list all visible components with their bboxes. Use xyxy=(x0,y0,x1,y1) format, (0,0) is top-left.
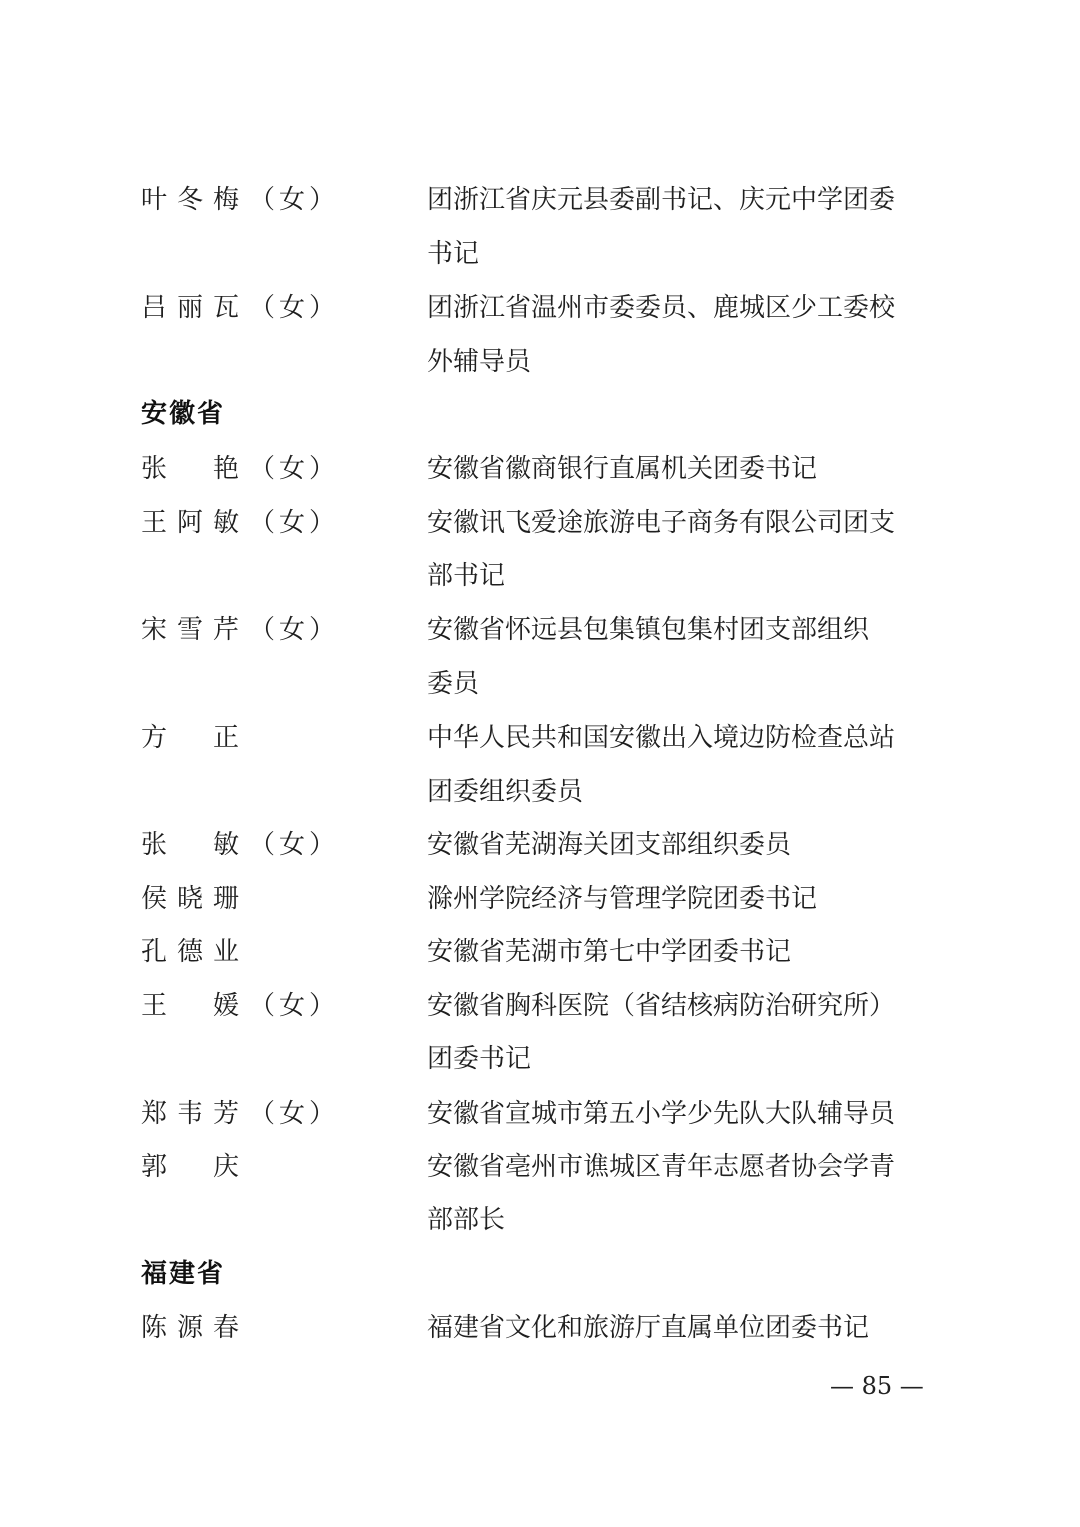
person-name: 陈源春 xyxy=(141,1313,250,1343)
person-position: 团委书记 xyxy=(427,1044,532,1074)
province-heading: 安徽省 xyxy=(141,399,226,429)
person-entry xyxy=(0,603,1080,657)
person-position: 部部长 xyxy=(427,1205,506,1235)
person-name: 侯晓珊 xyxy=(141,884,250,914)
person-position: 团委组织委员 xyxy=(427,777,584,807)
person-entry xyxy=(0,925,1080,979)
person-name: 吕丽瓦（女） xyxy=(141,293,340,323)
person-name: 方 正 xyxy=(141,723,250,753)
person-position: 部书记 xyxy=(427,561,506,591)
person-entry xyxy=(0,818,1080,872)
person-entry xyxy=(0,872,1080,926)
person-position: 安徽省芜湖市第七中学团委书记 xyxy=(427,937,792,967)
person-position: 团浙江省温州市委委员、鹿城区少工委校 xyxy=(427,293,896,323)
person-position: 安徽省怀远县包集镇包集村团支部组织 xyxy=(427,615,870,645)
person-position: 安徽省胸科医院（省结核病防治研究所） xyxy=(427,991,896,1021)
person-name: 郑韦芳（女） xyxy=(141,1099,340,1129)
position-continuation xyxy=(0,657,1080,711)
position-continuation xyxy=(0,227,1080,281)
person-entry xyxy=(0,173,1080,227)
position-continuation xyxy=(0,549,1080,603)
person-position: 安徽省芜湖海关团支部组织委员 xyxy=(427,830,792,860)
person-entry xyxy=(0,711,1080,765)
province-heading: 福建省 xyxy=(141,1259,226,1289)
position-continuation xyxy=(0,1032,1080,1086)
person-entry xyxy=(0,1301,1080,1355)
person-position: 书记 xyxy=(427,239,480,269)
person-name: 宋雪芹（女） xyxy=(141,615,340,645)
person-name: 王阿敏（女） xyxy=(141,508,340,538)
page-number: — 85 — xyxy=(830,1372,924,1400)
person-entry xyxy=(0,1087,1080,1141)
person-name: 郭 庆 xyxy=(141,1152,250,1182)
person-name: 张 艳（女） xyxy=(141,454,340,484)
person-entry xyxy=(0,442,1080,496)
person-position: 安徽省亳州市谯城区青年志愿者协会学青 xyxy=(427,1152,896,1182)
person-position: 滁州学院经济与管理学院团委书记 xyxy=(427,884,818,914)
person-entry xyxy=(0,1140,1080,1194)
person-entry xyxy=(0,979,1080,1033)
position-continuation xyxy=(0,765,1080,819)
person-name: 张 敏（女） xyxy=(141,830,340,860)
person-name: 叶冬梅（女） xyxy=(141,185,340,215)
person-position: 团浙江省庆元县委副书记、庆元中学团委 xyxy=(427,185,896,215)
person-position: 安徽省宣城市第五小学少先队大队辅导员 xyxy=(427,1099,896,1129)
person-position: 外辅导员 xyxy=(427,347,532,377)
person-entry xyxy=(0,281,1080,335)
position-continuation xyxy=(0,1193,1080,1247)
person-name: 王 媛（女） xyxy=(141,991,340,1021)
person-position: 中华人民共和国安徽出入境边防检查总站 xyxy=(427,723,896,753)
person-name: 孔德业 xyxy=(141,937,250,967)
position-continuation xyxy=(0,335,1080,389)
person-position: 安徽讯飞爱途旅游电子商务有限公司团支 xyxy=(427,508,896,538)
person-position: 福建省文化和旅游厅直属单位团委书记 xyxy=(427,1313,870,1343)
person-position: 安徽省徽商银行直属机关团委书记 xyxy=(427,454,818,484)
person-entry xyxy=(0,496,1080,550)
person-position: 委员 xyxy=(427,669,480,699)
